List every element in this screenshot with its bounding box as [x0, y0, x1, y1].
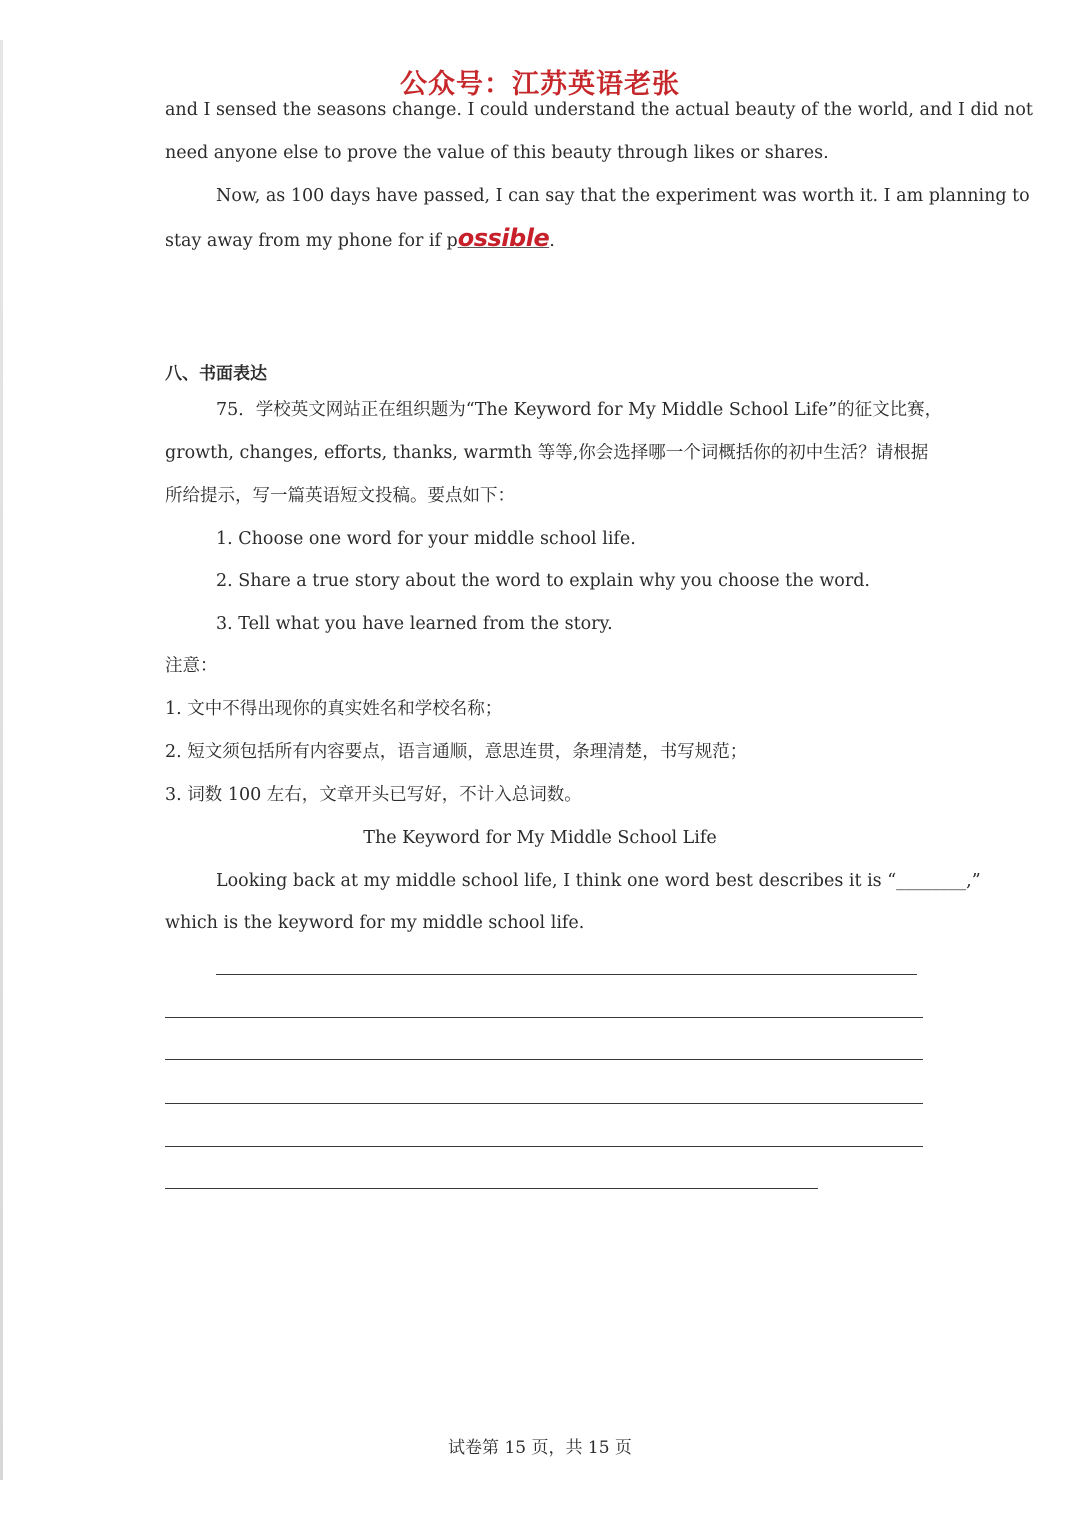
- passage-line-2: need anyone else to prove the value of this beauty through likes or shares.: [165, 143, 829, 163]
- essay-title: The Keyword for My Middle School Life: [363, 828, 717, 848]
- answer-line: [165, 1146, 923, 1147]
- essay-start-line-2: which is the keyword for my middle school life.: [165, 913, 585, 933]
- page-footer: 试卷第 15 页，共 15 页: [448, 1438, 632, 1458]
- point-item: 1. Choose one word for your middle school life.: [216, 529, 636, 549]
- watermark-account: 公众号：江苏英语老张: [400, 69, 680, 100]
- prompt-line-2: growth, changes, efforts, thanks, warmth 等等,你会选择哪一个词概括你的初中生活？请根据: [165, 443, 929, 463]
- point-item: 2. Share a true story about the word to explain why you choose the word.: [216, 571, 870, 591]
- section-heading: 八、书面表达: [165, 364, 267, 384]
- answer-line: [165, 1017, 923, 1018]
- passage-line-4: [165, 226, 925, 253]
- prompt-line-3: 所给提示，写一篇英语短文投稿。要点如下：: [165, 486, 515, 506]
- note-item: 1. 文中不得出现你的真实姓名和学校名称；: [165, 699, 503, 719]
- note-item: 3. 词数 100 左右，文章开头已写好，不计入总词数。: [165, 785, 582, 805]
- notes-label: 注意：: [165, 656, 218, 676]
- prompt-line-1: 75．学校英文网站正在组织题为“The Keyword for My Middle School Life”的征文比赛，: [216, 400, 943, 420]
- handwritten-answer: ossible: [457, 224, 550, 252]
- answer-line: [165, 1188, 818, 1189]
- passage-line-4-period: .: [549, 231, 555, 251]
- point-item: 3. Tell what you have learned from the story.: [216, 614, 613, 634]
- passage-line-4-text: stay away from my phone for if p: [165, 231, 458, 251]
- note-item: 2. 短文须包括所有内容要点，语言通顺，意思连贯，条理清楚，书写规范；: [165, 742, 748, 762]
- passage-line-1: and I sensed the seasons change. I could understand the actual beauty of the world, and I did not: [165, 100, 1033, 120]
- page-edge-shadow: [0, 40, 3, 1480]
- essay-start-line-1: Looking back at my middle school life, I think one word best describes it is “________,”: [216, 871, 981, 891]
- answer-line: [165, 1059, 923, 1060]
- passage-line-3: Now, as 100 days have passed, I can say that the experiment was worth it. I am planning to: [216, 186, 1030, 206]
- answer-line: [165, 1103, 923, 1104]
- answer-line: [216, 974, 917, 975]
